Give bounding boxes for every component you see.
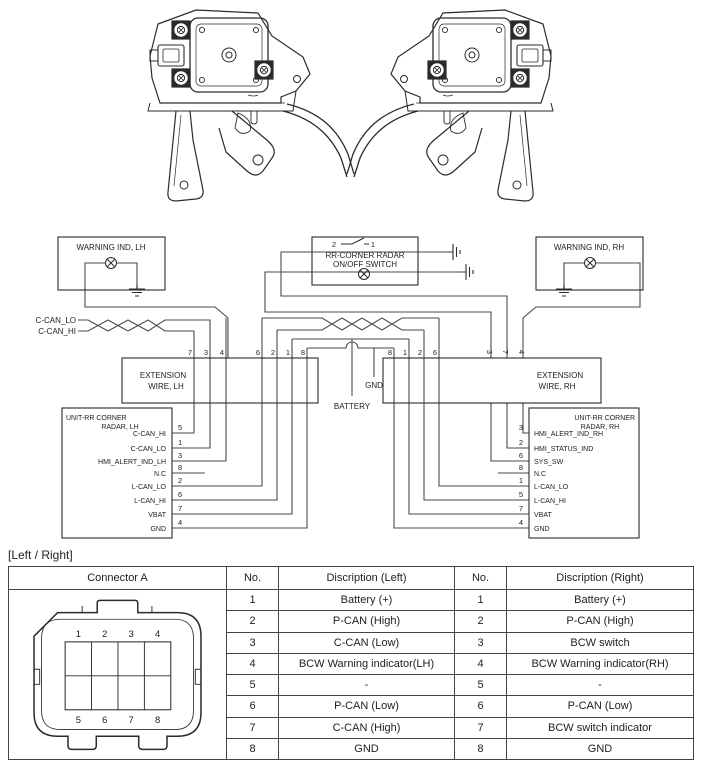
pin-desc-left: Battery (+) bbox=[279, 590, 455, 611]
pin-desc-right: BCW switch bbox=[507, 632, 694, 653]
extension-rh-label1: EXTENSION bbox=[536, 371, 584, 380]
svg-text:GND: GND bbox=[150, 526, 166, 533]
connector-pinout-table bbox=[8, 566, 694, 760]
header-discription-right: Discription (Right) bbox=[507, 567, 694, 590]
svg-text:3: 3 bbox=[518, 423, 523, 432]
connector-pin-5: 5 bbox=[75, 713, 81, 725]
svg-text:4: 4 bbox=[178, 518, 183, 527]
svg-text:C-CAN_HI: C-CAN_HI bbox=[132, 431, 166, 438]
warning-lamp-rh-icon bbox=[585, 258, 596, 269]
svg-text:VBAT: VBAT bbox=[534, 512, 552, 519]
pin-no: 4 bbox=[227, 653, 279, 674]
battery-label: BATTERY bbox=[333, 402, 371, 411]
ground-symbol bbox=[462, 264, 473, 280]
pin-no: 7 bbox=[455, 717, 507, 738]
svg-text:4: 4 bbox=[518, 518, 523, 527]
pin-desc-left: C-CAN (Low) bbox=[279, 632, 455, 653]
switch-contact-symbol bbox=[341, 238, 369, 244]
svg-text:4: 4 bbox=[219, 348, 225, 357]
header-no-left: No. bbox=[227, 567, 279, 590]
pin-no: 4 bbox=[455, 653, 507, 674]
connector-pin-4: 4 bbox=[154, 628, 161, 640]
extension-lh-label2: WIRE, LH bbox=[148, 382, 184, 391]
svg-text:N.C: N.C bbox=[153, 471, 166, 478]
connector-a-drawing bbox=[10, 590, 225, 756]
pin-no: 2 bbox=[455, 611, 507, 632]
svg-text:L-CAN_HI: L-CAN_HI bbox=[534, 498, 566, 505]
svg-text:1: 1 bbox=[402, 348, 408, 357]
pin-no: 2 bbox=[227, 611, 279, 632]
ext-lh-pin-numbers bbox=[188, 348, 305, 357]
svg-text:4: 4 bbox=[517, 349, 526, 355]
unit-rh-text bbox=[519, 415, 635, 533]
connector-drawing-cell bbox=[9, 590, 227, 760]
svg-text:6: 6 bbox=[432, 348, 438, 357]
svg-text:2: 2 bbox=[417, 348, 423, 357]
section-label: [Left / Right] bbox=[8, 548, 73, 562]
svg-text:8: 8 bbox=[178, 463, 183, 472]
svg-text:L-CAN_LO: L-CAN_LO bbox=[534, 484, 569, 491]
pin-no: 5 bbox=[455, 675, 507, 696]
svg-text:GND: GND bbox=[534, 526, 550, 533]
pin-desc-left: GND bbox=[279, 738, 455, 759]
table-row bbox=[9, 590, 694, 611]
header-discription-left: Discription (Left) bbox=[279, 567, 455, 590]
pin-desc-right: BCW switch indicator bbox=[507, 717, 694, 738]
svg-text:2: 2 bbox=[270, 348, 276, 357]
svg-text:3: 3 bbox=[178, 451, 183, 460]
svg-text:L-CAN_LO: L-CAN_LO bbox=[131, 484, 166, 491]
extension-rh-label2: WIRE, RH bbox=[538, 382, 576, 391]
header-connector-a: Connector A bbox=[9, 567, 227, 590]
switch-pin-1: 1 bbox=[370, 240, 376, 249]
pin-no: 6 bbox=[227, 696, 279, 717]
svg-text:1: 1 bbox=[178, 438, 183, 447]
connector-pin-3: 3 bbox=[128, 628, 134, 640]
pin-desc-left: - bbox=[279, 675, 455, 696]
extension-wire-lh-box bbox=[122, 358, 318, 403]
pin-desc-right: P-CAN (Low) bbox=[507, 696, 694, 717]
svg-text:7: 7 bbox=[518, 504, 523, 513]
svg-text:8: 8 bbox=[387, 348, 393, 357]
unit-lh-text bbox=[66, 415, 182, 533]
svg-text:2: 2 bbox=[518, 438, 523, 447]
pin-no: 8 bbox=[227, 738, 279, 759]
svg-text:7: 7 bbox=[187, 348, 193, 357]
svg-text:UNIT-RR CORNER: UNIT-RR CORNER bbox=[66, 415, 127, 422]
connector-pin-1: 1 bbox=[75, 628, 81, 640]
ground-symbol bbox=[449, 244, 460, 260]
pin-no: 3 bbox=[455, 632, 507, 653]
svg-text:8: 8 bbox=[518, 463, 523, 472]
switch-label-line2: ON/OFF SWITCH bbox=[333, 260, 397, 269]
svg-text:3: 3 bbox=[203, 348, 209, 357]
warning-ind-lh-label: WARNING IND, LH bbox=[76, 243, 146, 252]
radar-unit-left bbox=[148, 10, 354, 201]
svg-text:6: 6 bbox=[255, 348, 261, 357]
header-no-right: No. bbox=[455, 567, 507, 590]
svg-text:HMI_STATUS_IND: HMI_STATUS_IND bbox=[534, 446, 594, 453]
svg-text:C-CAN_LO: C-CAN_LO bbox=[130, 446, 166, 453]
pin-desc-left: BCW Warning indicator(LH) bbox=[279, 653, 455, 674]
pin-desc-right: GND bbox=[507, 738, 694, 759]
pin-no: 1 bbox=[227, 590, 279, 611]
svg-text:HMI_ALERT_IND_RH: HMI_ALERT_IND_RH bbox=[534, 431, 604, 438]
pin-no: 5 bbox=[227, 675, 279, 696]
svg-text:HMI_ALERT_IND_LH: HMI_ALERT_IND_LH bbox=[98, 459, 166, 466]
svg-text:3: 3 bbox=[485, 349, 494, 355]
svg-text:VBAT: VBAT bbox=[148, 512, 166, 519]
connector-pin-6: 6 bbox=[102, 713, 108, 725]
svg-text:SYS_SW: SYS_SW bbox=[534, 459, 564, 466]
svg-text:7: 7 bbox=[178, 504, 183, 513]
switch-pin-2: 2 bbox=[331, 240, 337, 249]
pin-desc-left: C-CAN (High) bbox=[279, 717, 455, 738]
extension-lh-label1: EXTENSION bbox=[139, 371, 187, 380]
svg-text:5: 5 bbox=[178, 423, 183, 432]
svg-text:1: 1 bbox=[285, 348, 291, 357]
warning-lamp-lh-icon bbox=[106, 258, 117, 269]
connector-pin-8: 8 bbox=[154, 713, 161, 725]
connector-pin-2: 2 bbox=[102, 628, 108, 640]
svg-text:6: 6 bbox=[178, 490, 183, 499]
svg-text:RADAR, LH: RADAR, LH bbox=[101, 424, 139, 431]
svg-text:6: 6 bbox=[518, 451, 523, 460]
svg-text:7: 7 bbox=[501, 349, 510, 355]
pin-desc-right: BCW Warning indicator(RH) bbox=[507, 653, 694, 674]
svg-text:N.C: N.C bbox=[534, 471, 547, 478]
pin-desc-left: P-CAN (High) bbox=[279, 611, 455, 632]
svg-text:UNIT-RR CORNER: UNIT-RR CORNER bbox=[574, 415, 635, 422]
switch-lamp-icon bbox=[359, 269, 370, 280]
radar-unit-right bbox=[347, 10, 553, 201]
ccan-lo-label: C-CAN_LO bbox=[35, 316, 76, 325]
svg-text:1: 1 bbox=[518, 476, 523, 485]
ccan-hi-label: C-CAN_HI bbox=[38, 327, 76, 336]
svg-text:5: 5 bbox=[518, 490, 523, 499]
switch-label-line1: RR-CORNER RADAR bbox=[325, 251, 405, 260]
svg-text:RADAR, RH: RADAR, RH bbox=[580, 424, 620, 431]
connector-pin-7: 7 bbox=[128, 713, 134, 725]
warning-ind-rh-label: WARNING IND, RH bbox=[553, 243, 625, 252]
pin-no: 3 bbox=[227, 632, 279, 653]
pin-no: 1 bbox=[455, 590, 507, 611]
svg-text:L-CAN_HI: L-CAN_HI bbox=[134, 498, 166, 505]
gnd-label: GND bbox=[365, 381, 383, 390]
table-header-row bbox=[9, 567, 694, 590]
svg-text:2: 2 bbox=[178, 476, 183, 485]
pin-no: 6 bbox=[455, 696, 507, 717]
pin-desc-left: P-CAN (Low) bbox=[279, 696, 455, 717]
extension-wire-rh-box bbox=[383, 358, 601, 403]
pin-no: 7 bbox=[227, 717, 279, 738]
pin-no: 8 bbox=[455, 738, 507, 759]
pin-desc-right: - bbox=[507, 675, 694, 696]
pin-desc-right: Battery (+) bbox=[507, 590, 694, 611]
svg-text:8: 8 bbox=[300, 348, 306, 357]
pin-desc-right: P-CAN (High) bbox=[507, 611, 694, 632]
